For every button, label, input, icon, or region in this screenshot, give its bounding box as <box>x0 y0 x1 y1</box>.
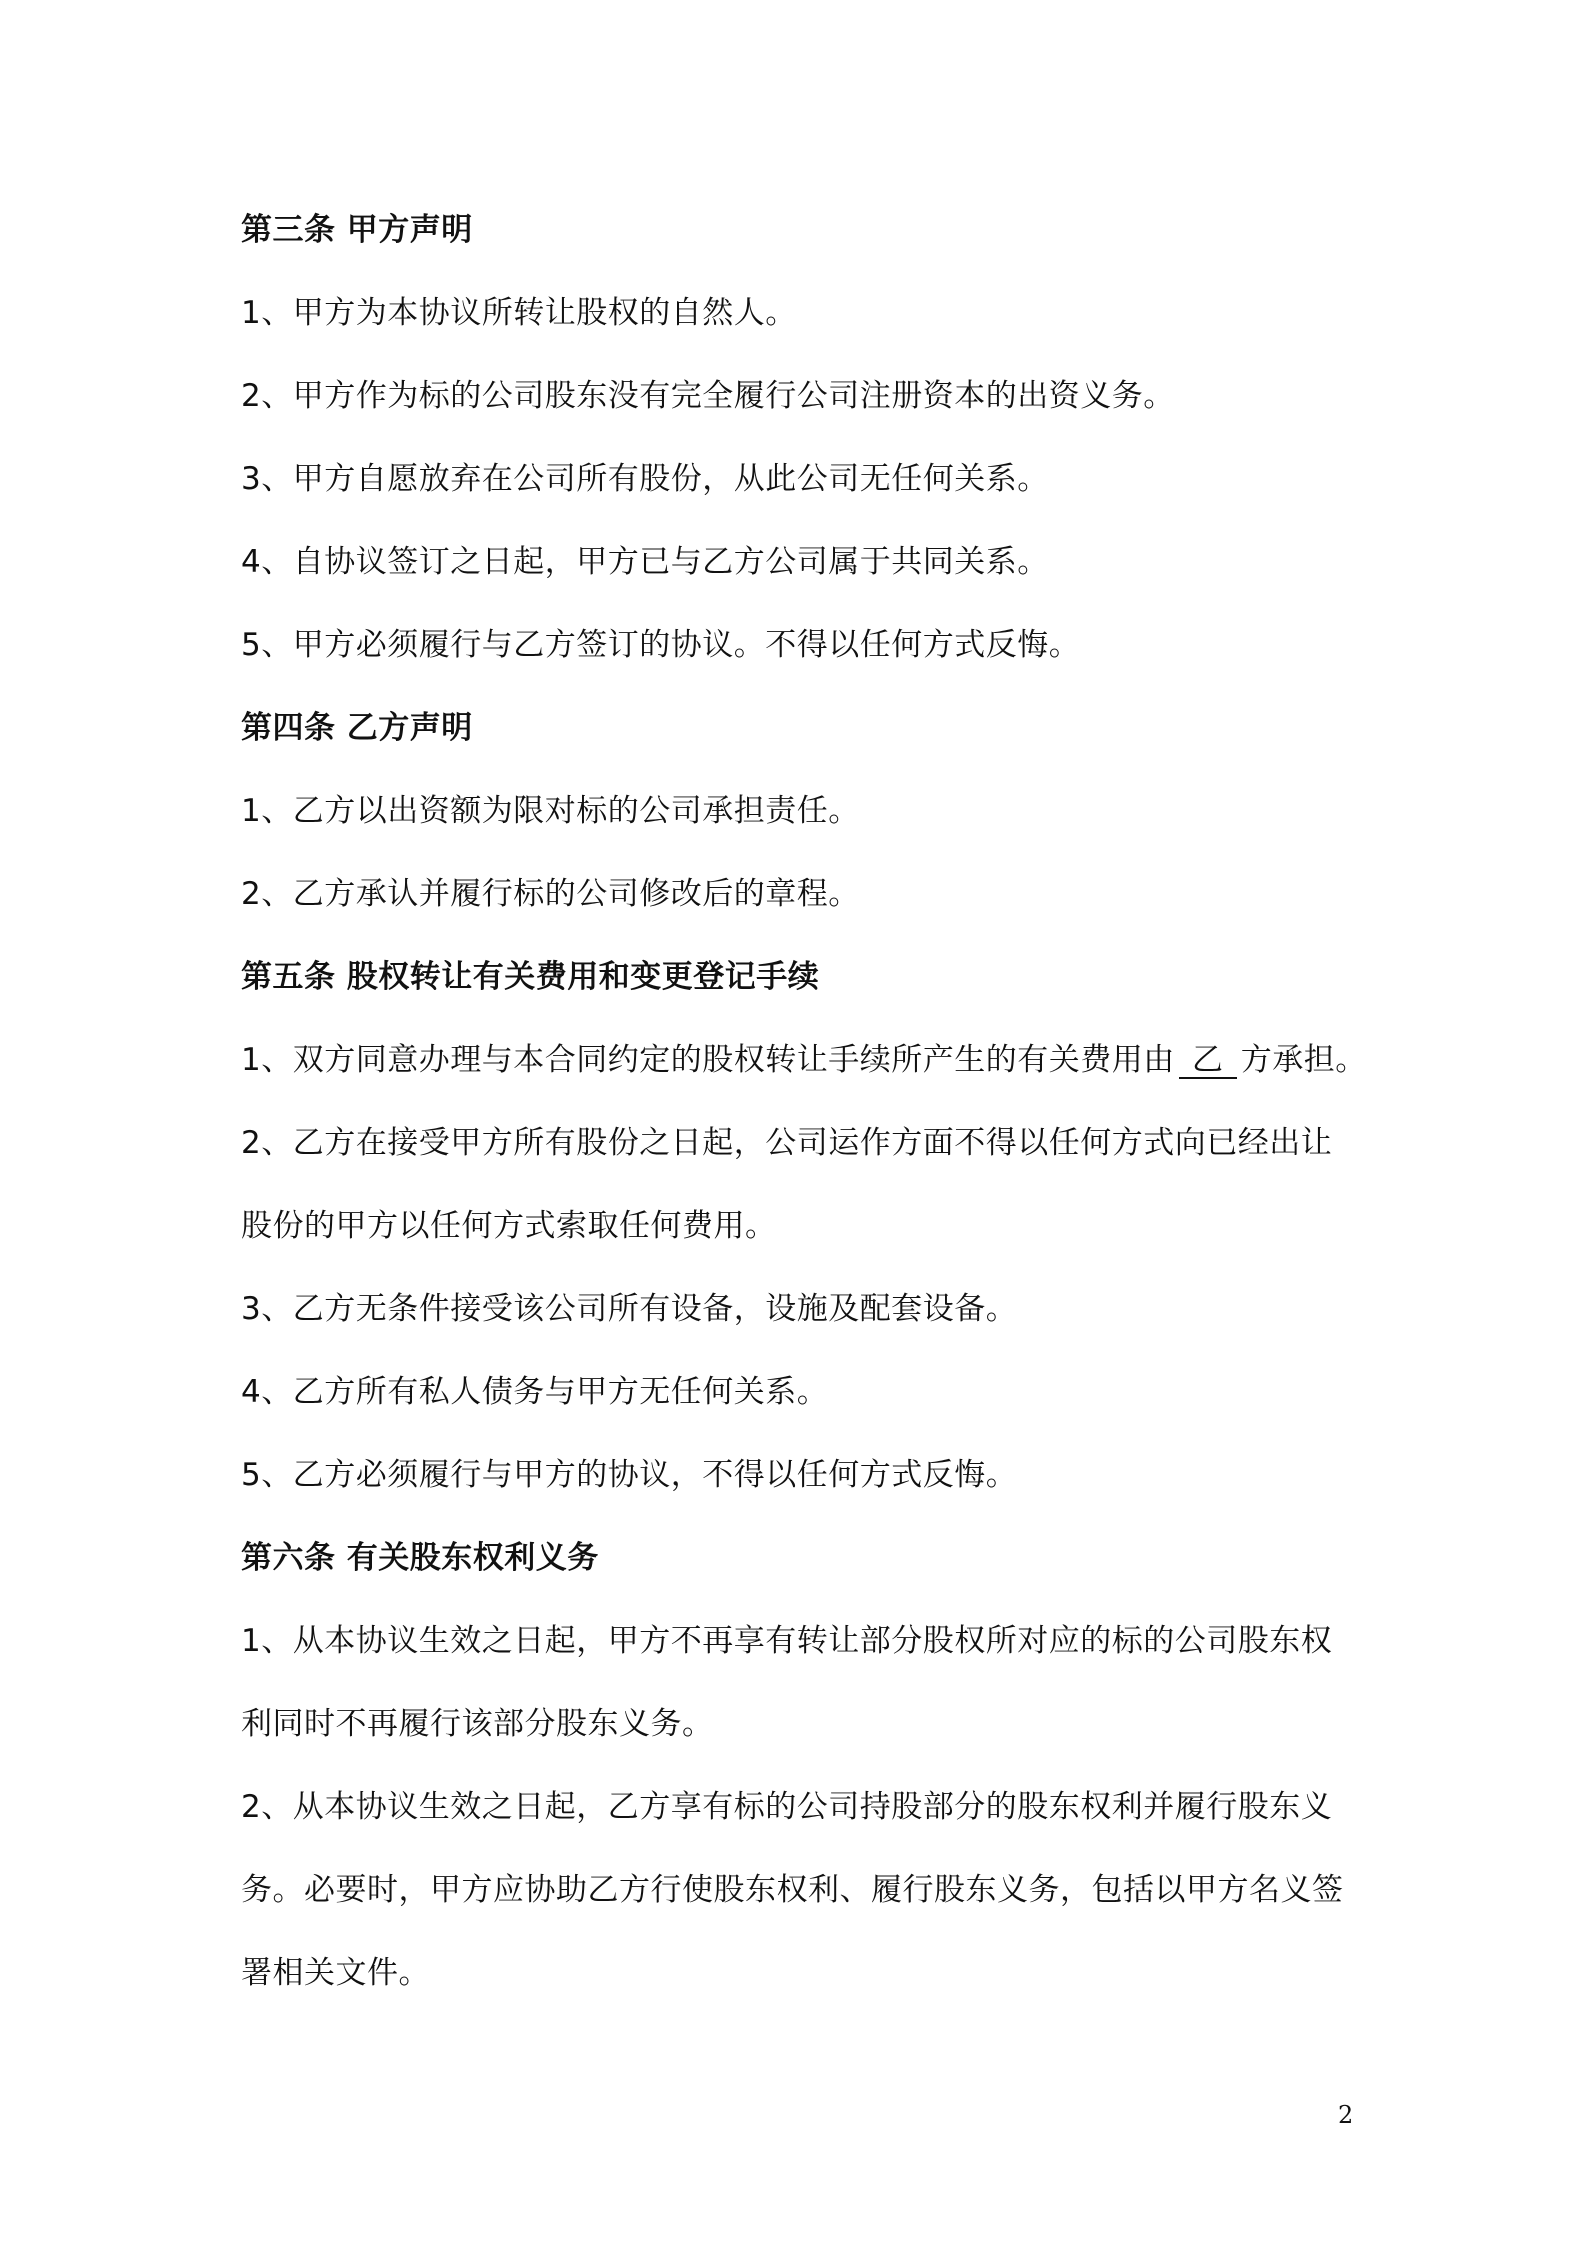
article-5-item-5: 5、乙方必须履行与甲方的协议，不得以任何方式反悔。 <box>241 1457 1018 1493</box>
article-5-item-1-prefix: 1、双方同意办理与本合同约定的股权转让手续所产生的有关费用由 <box>241 1042 1175 1078</box>
article-6-item-2-line-3: 署相关文件。 <box>241 1955 430 1991</box>
article-5-item-2-line-1: 2、乙方在接受甲方所有股份之日起，公司运作方面不得以任何方式向已经出让 <box>241 1125 1333 1161</box>
article-5-item-2-line-2: 股份的甲方以任何方式索取任何费用。 <box>241 1208 777 1244</box>
article-5-item-1 <box>241 1040 1367 1080</box>
article-6-item-1-line-1: 1、从本协议生效之日起，甲方不再享有转让部分股权所对应的标的公司股东权 <box>241 1623 1333 1659</box>
fee-bearer-blank: 乙 <box>1179 1043 1237 1079</box>
article-5-heading: 第五条 股权转让有关费用和变更登记手续 <box>241 959 820 995</box>
article-3-item-4: 4、自协议签订之日起，甲方已与乙方公司属于共同关系。 <box>241 544 1049 580</box>
page-number: 2 <box>1338 2101 1354 2129</box>
article-3-item-1: 1、甲方为本协议所转让股权的自然人。 <box>241 295 797 331</box>
article-5-item-4: 4、乙方所有私人债务与甲方无任何关系。 <box>241 1374 829 1410</box>
article-4-heading: 第四条 乙方声明 <box>241 710 473 746</box>
article-4-item-2: 2、乙方承认并履行标的公司修改后的章程。 <box>241 876 860 912</box>
article-6-item-2-line-2: 务。必要时，甲方应协助乙方行使股东权利、履行股东义务，包括以甲方名义签 <box>241 1872 1344 1908</box>
article-3-item-5: 5、甲方必须履行与乙方签订的协议。不得以任何方式反悔。 <box>241 627 1081 663</box>
article-5-item-3: 3、乙方无条件接受该公司所有设备，设施及配套设备。 <box>241 1291 1018 1327</box>
article-4-item-1: 1、乙方以出资额为限对标的公司承担责任。 <box>241 793 860 829</box>
article-5-item-1-suffix: 方承担。 <box>1240 1042 1367 1078</box>
article-3-heading: 第三条 甲方声明 <box>241 212 473 248</box>
article-6-item-1-line-2: 利同时不再履行该部分股东义务。 <box>241 1706 714 1742</box>
article-6-item-2-line-1: 2、从本协议生效之日起，乙方享有标的公司持股部分的股东权利并履行股东义 <box>241 1789 1333 1825</box>
article-6-heading: 第六条 有关股东权利义务 <box>241 1540 599 1576</box>
article-3-item-2: 2、甲方作为标的公司股东没有完全履行公司注册资本的出资义务。 <box>241 378 1175 414</box>
article-3-item-3: 3、甲方自愿放弃在公司所有股份，从此公司无任何关系。 <box>241 461 1049 497</box>
